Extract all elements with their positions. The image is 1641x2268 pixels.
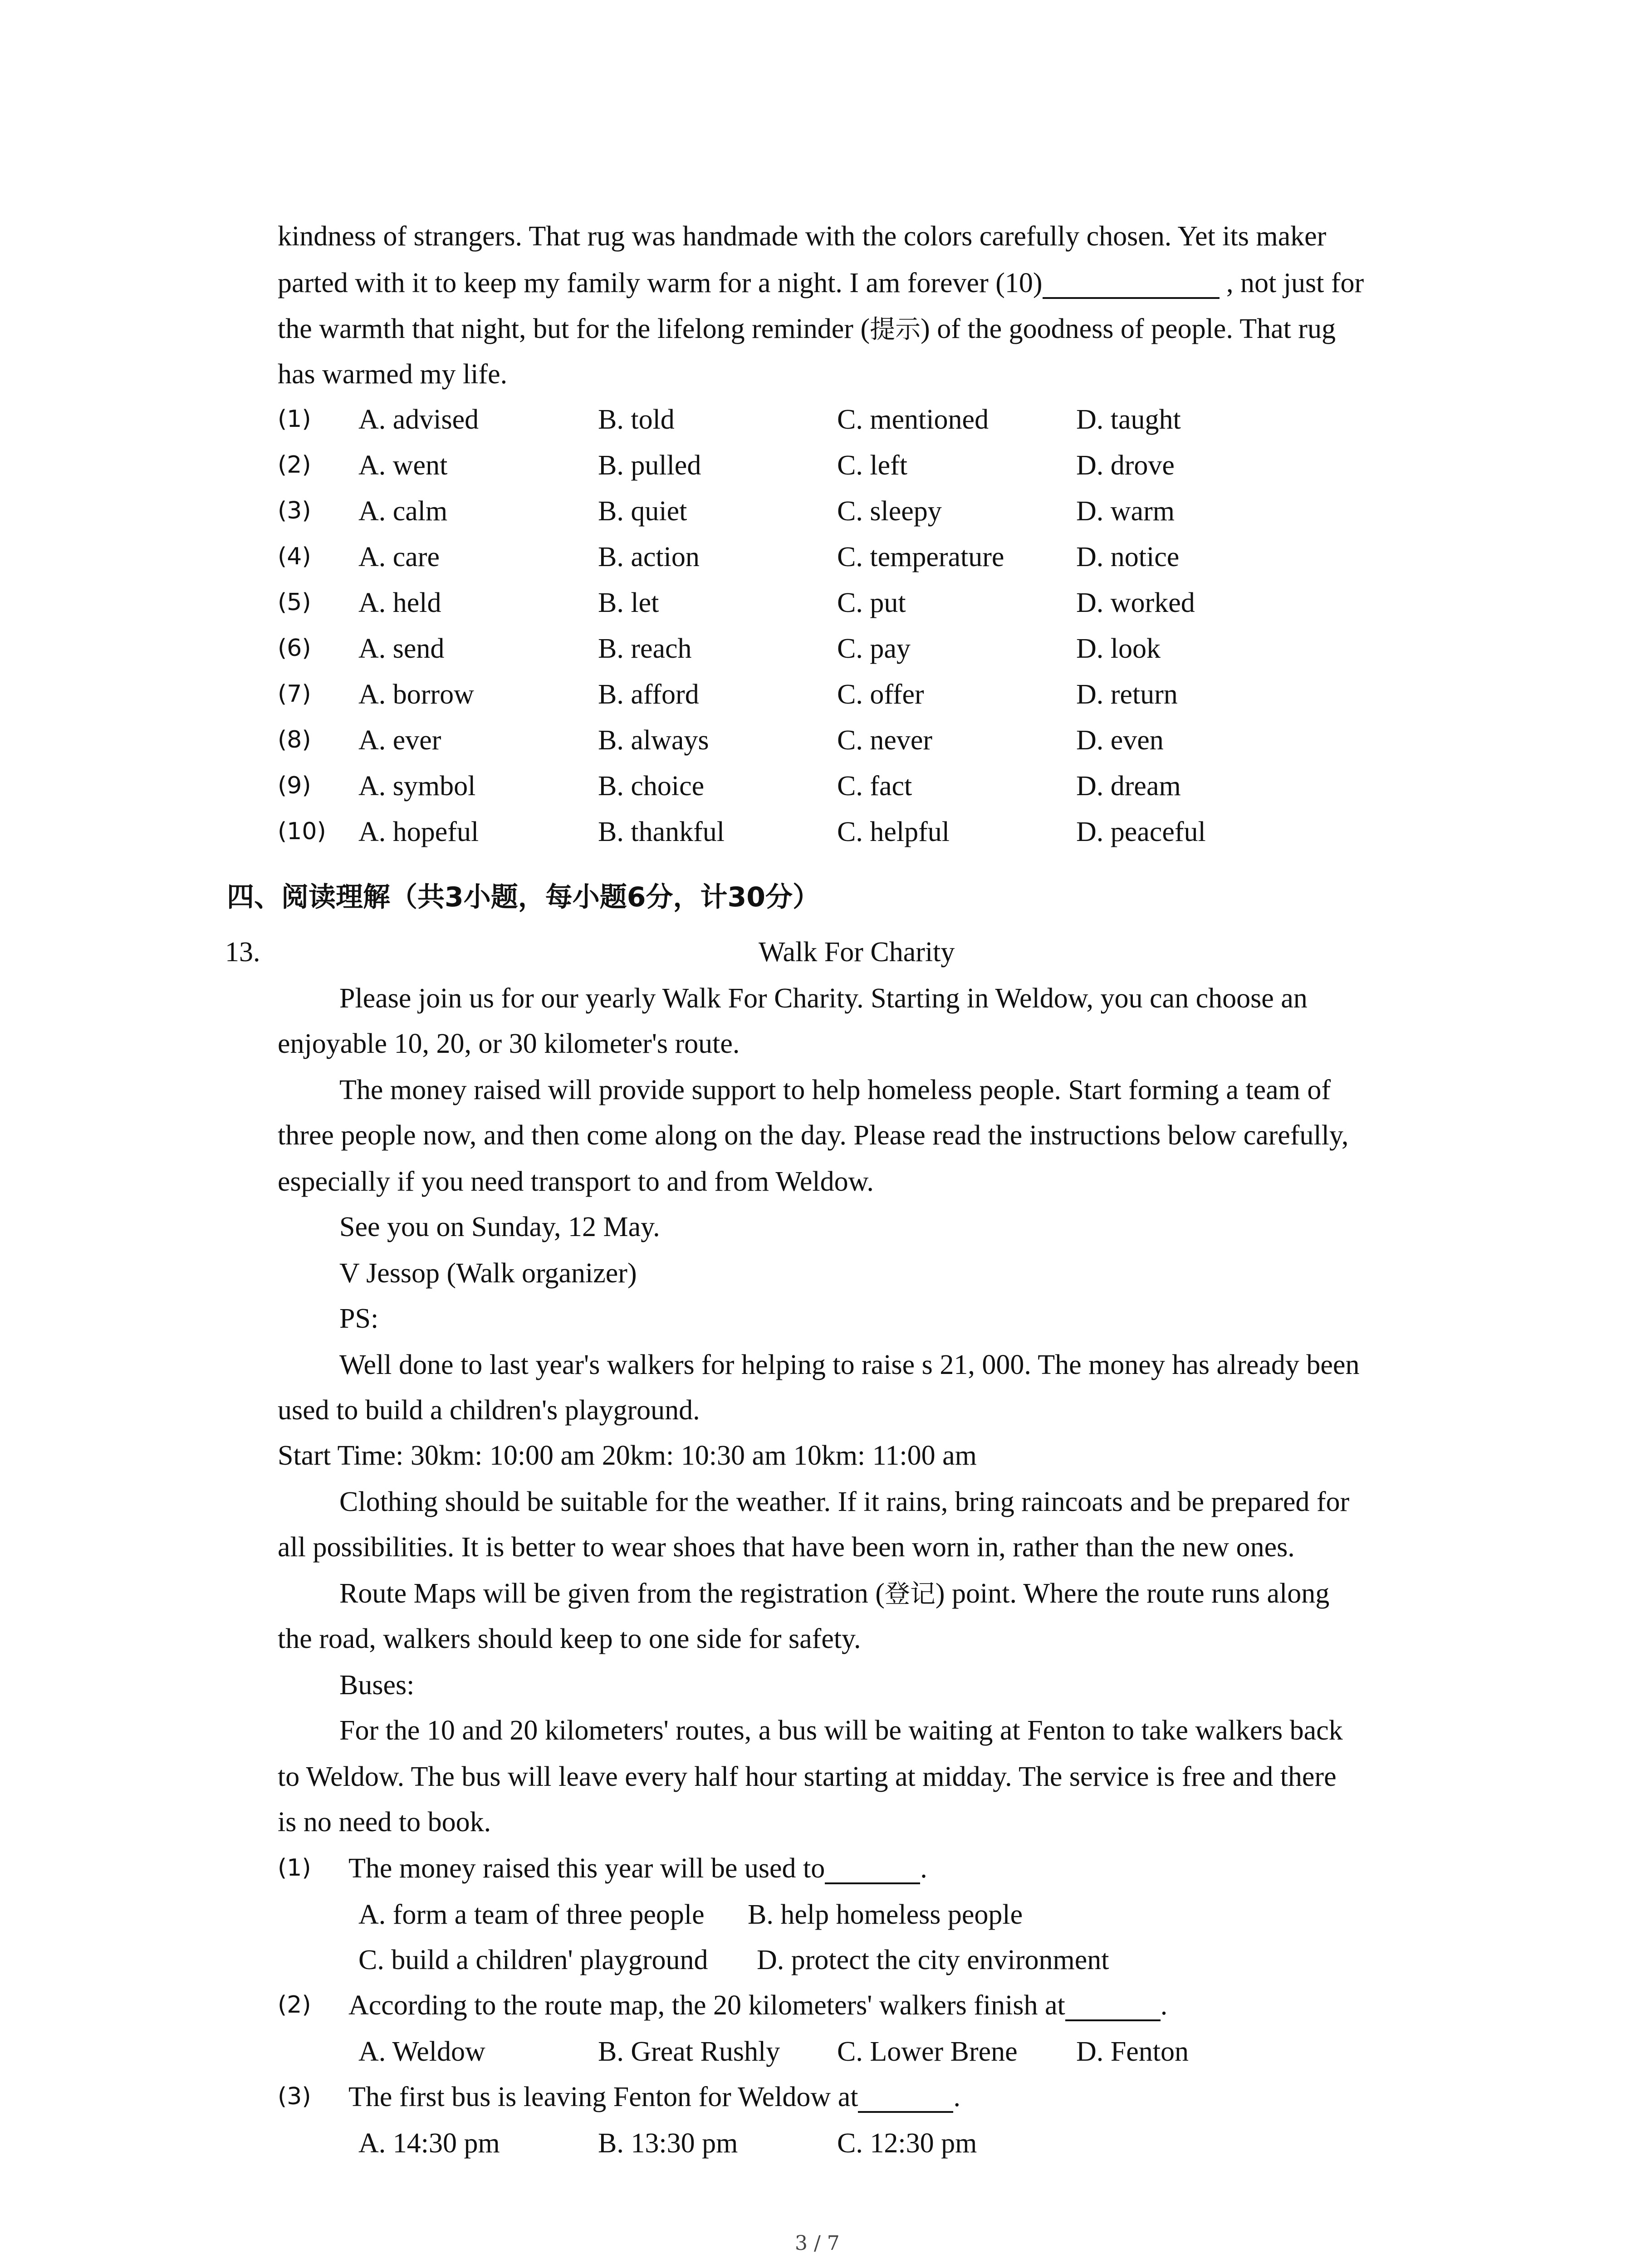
cloze-question-number: (8) <box>278 726 311 753</box>
cloze-option-d: D. peaceful <box>1076 816 1206 847</box>
cloze-option-a: A. advised <box>358 404 479 435</box>
paragraph-line: Well done to last year's walkers for helping to raise s 21, 000. The money has already been <box>339 1349 1360 1380</box>
cloze-question-number: (2) <box>278 451 311 479</box>
passage-line-2-text: parted with it to keep my family warm for a night. I am forever (10) <box>278 268 1043 298</box>
cloze-question-number: (3) <box>278 497 311 524</box>
question-number: (3) <box>278 2083 311 2110</box>
option-b: B. help homeless people <box>748 1899 1023 1930</box>
cloze-option-d: D. look <box>1076 633 1161 664</box>
cloze-option-d: D. dream <box>1076 771 1181 802</box>
paragraph-line: three people now, and then come along on the day. Please read the instructions below carefully, <box>278 1120 1349 1151</box>
paragraph-text: Route Maps will be given from the registration ( <box>339 1578 885 1609</box>
cloze-option-d: D. warm <box>1076 496 1175 527</box>
cloze-option-b: B. let <box>598 587 659 618</box>
cloze-option-a: A. care <box>358 542 440 572</box>
answer-blank <box>1065 1991 1161 2021</box>
paragraph-line: The money raised will provide support to help homeless people. Start forming a team of <box>339 1075 1331 1105</box>
cloze-question-number: (6) <box>278 635 311 662</box>
question-stem-text: The first bus is leaving Fenton for Weldow at <box>348 2082 858 2112</box>
cloze-option-d: D. taught <box>1076 404 1181 435</box>
cloze-option-a: A. went <box>358 450 448 481</box>
cloze-option-a: A. symbol <box>358 771 476 802</box>
paragraph-line: See you on Sunday, 12 May. <box>339 1212 660 1242</box>
question-stem <box>348 2083 960 2113</box>
cloze-question-number: (9) <box>278 772 311 799</box>
cloze-option-b: B. reach <box>598 633 692 664</box>
cloze-option-c: C. put <box>837 587 906 618</box>
cloze-option-c: C. offer <box>837 679 924 710</box>
cloze-question-number: (10) <box>278 818 326 845</box>
cloze-question-number: (1) <box>278 406 311 433</box>
paragraph-line: Clothing should be suitable for the weather. If it rains, bring raincoats and be prepared for <box>339 1486 1350 1517</box>
question-number: (2) <box>278 1991 311 2019</box>
paragraph-line: especially if you need transport to and from Weldow. <box>278 1166 874 1197</box>
passage-line-4: has warmed my life. <box>278 359 508 390</box>
question-stem-text: According to the route map, the 20 kilometers' walkers finish at <box>348 1990 1065 2021</box>
paragraph-cn: 登记 <box>884 1579 936 1609</box>
passage-line-1: kindness of strangers. That rug was handmade with the colors carefully chosen. Yet its maker <box>278 221 1327 252</box>
question-stem <box>348 1854 927 1884</box>
cloze-option-b: B. afford <box>598 679 699 710</box>
cloze-question-number: (5) <box>278 589 311 616</box>
cloze-option-c: C. helpful <box>837 816 950 847</box>
option-a: A. Weldow <box>358 2036 485 2067</box>
cloze-option-b: B. pulled <box>598 450 701 481</box>
cloze-option-c: C. left <box>837 450 907 481</box>
cloze-option-a: A. ever <box>358 725 441 756</box>
cloze-option-d: D. return <box>1076 679 1178 710</box>
paragraph-line: enjoyable 10, 20, or 30 kilometer's route. <box>278 1028 740 1059</box>
cloze-option-b: B. always <box>598 725 709 756</box>
cloze-option-c: C. temperature <box>837 542 1004 572</box>
passage-line-3-text: the warmth that night, but for the lifelong reminder ( <box>278 313 870 344</box>
question-number: (1) <box>278 1854 311 1882</box>
answer-blank <box>858 2083 953 2113</box>
cloze-option-b: B. thankful <box>598 816 725 847</box>
cloze-option-c: C. never <box>837 725 933 756</box>
passage-line-3 <box>278 315 1336 343</box>
passage-line-2 <box>278 269 1364 299</box>
cloze-option-c: C. mentioned <box>837 404 989 435</box>
paragraph-line: PS: <box>339 1303 379 1334</box>
cloze-option-b: B. told <box>598 404 675 435</box>
option-a: A. 14:30 pm <box>358 2128 500 2159</box>
paragraph-line: Start Time: 30km: 10:00 am 20km: 10:30 am 10km: 11:00 am <box>278 1440 977 1471</box>
paragraph-line: used to build a children's playground. <box>278 1395 700 1426</box>
option-a: A. form a team of three people <box>358 1899 705 1930</box>
question-stem-end: . <box>953 2082 960 2112</box>
cloze-option-c: C. fact <box>837 771 912 802</box>
paragraph-line: Buses: <box>339 1670 415 1701</box>
paragraph-line: V Jessop (Walk organizer) <box>339 1258 637 1289</box>
cloze-option-b: B. quiet <box>598 496 687 527</box>
cloze-option-d: D. notice <box>1076 542 1180 572</box>
option-c: C. Lower Brene <box>837 2036 1018 2067</box>
cloze-option-d: D. drove <box>1076 450 1175 481</box>
passage-line-3-text-end: ) of the goodness of people. That rug <box>921 313 1336 344</box>
paragraph-line: is no need to book. <box>278 1807 491 1838</box>
cloze-option-a: A. calm <box>358 496 448 527</box>
cloze-option-b: B. choice <box>598 771 705 802</box>
cloze-option-c: C. pay <box>837 633 911 664</box>
cloze-option-d: D. worked <box>1076 587 1195 618</box>
paragraph-line <box>339 1579 1329 1608</box>
paragraph-text-end: ) point. Where the route runs along <box>935 1578 1330 1609</box>
option-c: C. build a children' playground <box>358 1945 708 1975</box>
paragraph-line: Please join us for our yearly Walk For Charity. Starting in Weldow, you can choose an <box>339 983 1308 1014</box>
option-c: C. 12:30 pm <box>837 2128 977 2159</box>
passage-line-3-cn: 提示 <box>870 315 921 344</box>
passage-title: Walk For Charity <box>759 937 955 968</box>
question-stem-text: The money raised this year will be used to <box>348 1853 825 1884</box>
option-b: B. Great Rushly <box>598 2036 780 2067</box>
cloze-option-a: A. held <box>358 587 441 618</box>
answer-blank <box>1043 269 1220 299</box>
option-d: D. Fenton <box>1076 2036 1189 2067</box>
paragraph-line: the road, walkers should keep to one side for safety. <box>278 1623 861 1654</box>
page-number: 3 / 7 <box>795 2232 840 2255</box>
cloze-option-b: B. action <box>598 542 700 572</box>
paragraph-line: to Weldow. The bus will leave every half hour starting at midday. The service is free and there <box>278 1761 1337 1792</box>
passage-line-2-text-end: , not just for <box>1219 268 1364 298</box>
cloze-option-a: A. borrow <box>358 679 474 710</box>
question-number: 13. <box>225 937 260 968</box>
answer-blank <box>825 1854 920 1884</box>
cloze-option-c: C. sleepy <box>837 496 942 527</box>
cloze-option-d: D. even <box>1076 725 1164 756</box>
question-stem <box>348 1991 1167 2021</box>
cloze-question-number: (7) <box>278 680 311 708</box>
cloze-option-a: A. hopeful <box>358 816 479 847</box>
section-heading: 四、阅读理解（共3小题，每小题6分，计30分） <box>227 881 820 913</box>
paragraph-line: For the 10 and 20 kilometers' routes, a bus will be waiting at Fenton to take walkers back <box>339 1715 1343 1746</box>
paragraph-line: all possibilities. It is better to wear shoes that have been worn in, rather than the new ones. <box>278 1532 1295 1563</box>
option-b: B. 13:30 pm <box>598 2128 738 2159</box>
cloze-question-number: (4) <box>278 543 311 570</box>
cloze-option-a: A. send <box>358 633 445 664</box>
question-stem-end: . <box>1160 1990 1168 2021</box>
question-stem-end: . <box>920 1853 927 1884</box>
option-d: D. protect the city environment <box>757 1945 1109 1975</box>
